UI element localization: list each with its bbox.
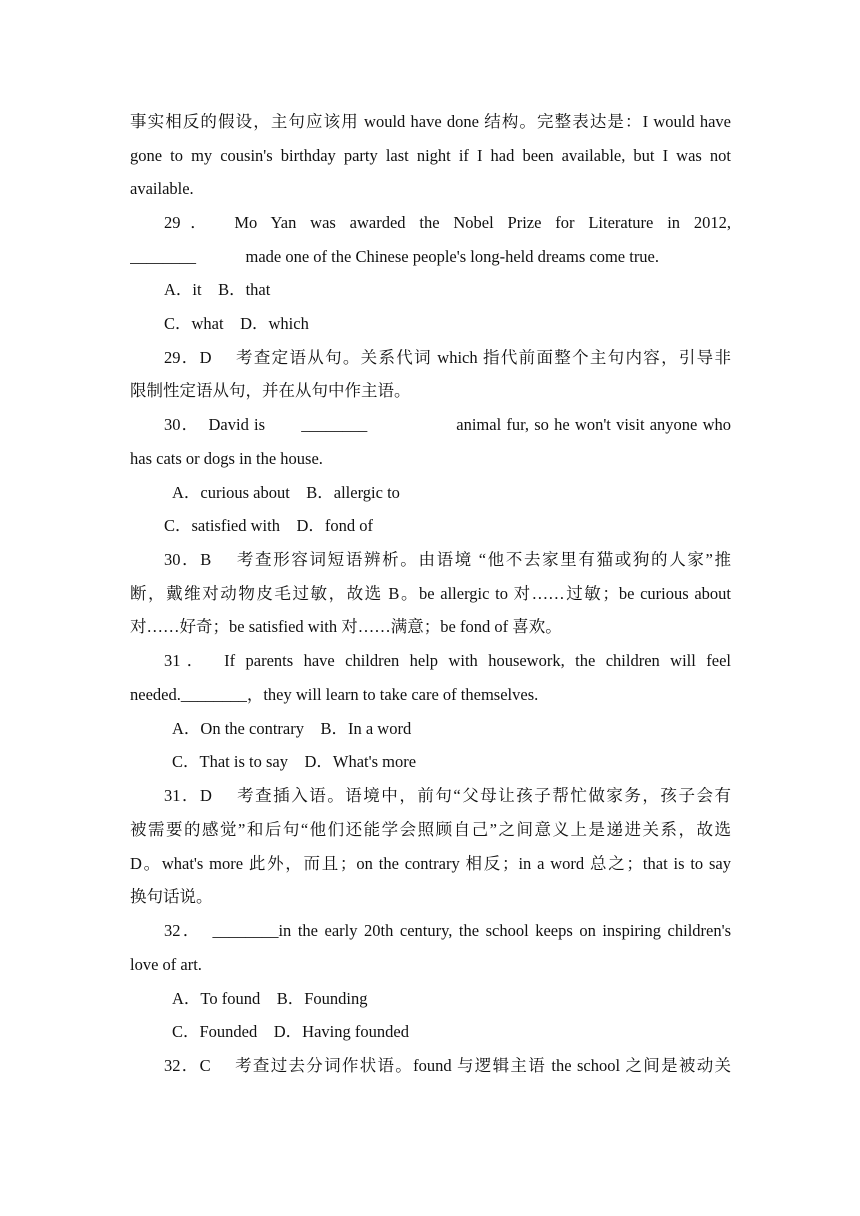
text-line: available.	[130, 179, 194, 198]
answer-31-cont: 被需要的感觉”和后句“他们还能学会照顾自己”之间意义上是递进关系，故选	[130, 820, 731, 839]
question-29-stem: 29． Mo Yan was awarded the Nobel Prize for Literature in 2012,	[164, 213, 731, 232]
text-line: 事实相反的假设，主句应该用 would have done 结构。完整表达是：I would have	[130, 112, 731, 131]
answer-30-cont: 断，戴维对动物皮毛过敏，故选 B。be allergic to 对……过敏；be curious about	[130, 584, 731, 603]
answer-31-cont: D。what's more 此外，而且；on the contrary 相反；in a word 总之；that is to say	[130, 854, 731, 873]
question-31-options-ab: A．On the contrary B．In a word	[172, 719, 412, 738]
answer-31: 31．D 考查插入语。语境中，前句“父母让孩子帮忙做家务，孩子会有	[164, 786, 731, 805]
question-30-stem-cont: has cats or dogs in the house.	[130, 449, 323, 468]
question-31-stem-cont: needed.________，they will learn to take care of themselves.	[130, 685, 539, 704]
question-32-options-ab: A．To found B．Founding	[172, 989, 368, 1008]
question-29-stem-cont: ________ made one of the Chinese people's long-held dreams come true.	[130, 247, 660, 266]
question-31-stem: 31． If parents have children help with housework, the children will feel	[164, 651, 731, 670]
question-30-options-cd: C．satisfied with D．fond of	[164, 516, 373, 535]
question-32-stem: 32． ________in the early 20th century, the school keeps on inspiring children's	[164, 921, 731, 940]
text-line: gone to my cousin's birthday party last night if I had been available, but I was not	[130, 146, 731, 165]
answer-30: 30．B 考查形容词短语辨析。由语境 “他不去家里有猫或狗的人家”推	[164, 550, 731, 569]
answer-31-cont: 换句话说。	[130, 887, 213, 906]
answer-29: 29．D 考查定语从句。关系代词 which 指代前面整个主句内容，引导非	[164, 348, 731, 367]
question-29-options-cd: C．what D．which	[164, 314, 309, 333]
question-30-stem: 30． David is ________ animal fur, so he won't visit anyone who	[164, 415, 731, 434]
answer-30-cont: 对……好奇；be satisfied with 对……满意；be fond of 喜欢。	[130, 617, 562, 636]
question-32-stem-cont: love of art.	[130, 955, 202, 974]
question-30-options-ab: A．curious about B．allergic to	[172, 483, 400, 502]
question-32-options-cd: C．Founded D．Having founded	[172, 1022, 409, 1041]
question-31-options-cd: C．That is to say D．What's more	[172, 752, 417, 771]
question-29-options-ab: A．it B．that	[164, 280, 271, 299]
answer-29-cont: 限制性定语从句，并在从句中作主语。	[130, 381, 411, 400]
answer-32: 32．C 考查过去分词作状语。found 与逻辑主语 the school 之间是被动关	[164, 1056, 731, 1075]
